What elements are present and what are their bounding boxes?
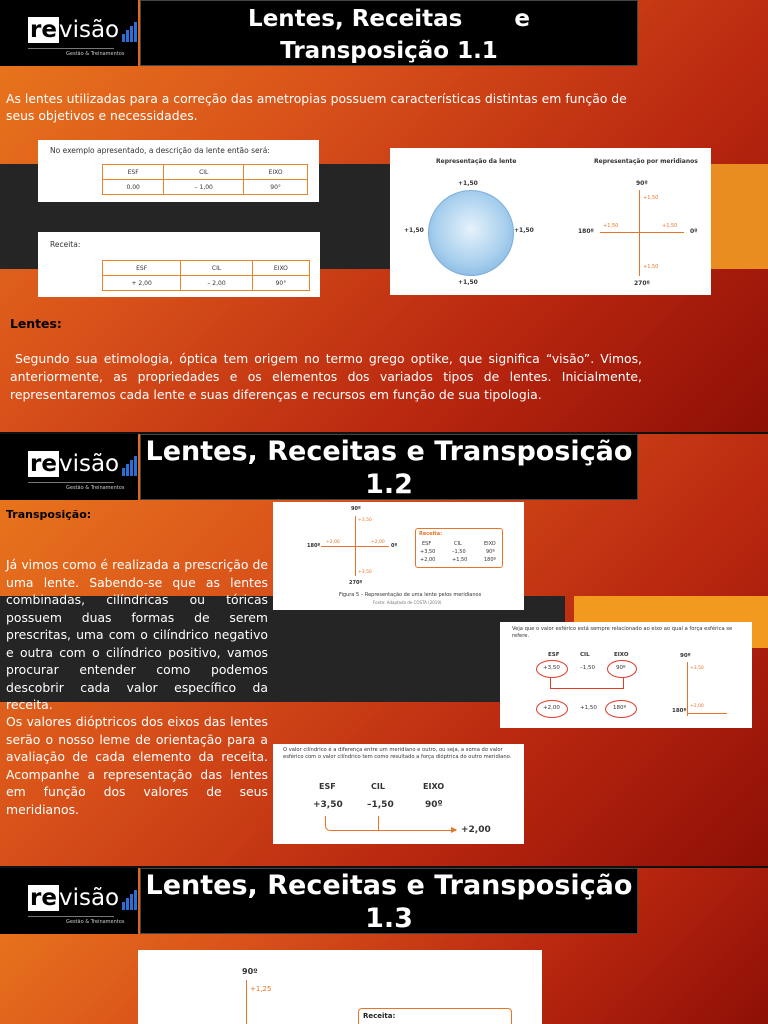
slide-title: Lentes, Receitas e Transposição 1.2 — [140, 434, 638, 500]
meridian-horizontal-line — [600, 232, 684, 233]
fig5-receita-box: Receita: ESF CIL EIXO +3,50 –1,50 90º +2,00 +1,50 180º — [415, 528, 503, 568]
bars-icon — [121, 452, 137, 476]
transposicao-heading: Transposição: — [6, 508, 92, 521]
logo-box — [0, 868, 138, 934]
transposicao-para1: Já vimos como é realizada a prescrição de uma lente. Sabendo-se que as lentes combinadas, cilíndricas ou tóricas possuem duas formas de serem prescritas, uma com o cilíndrico negativo e outra com o cilíndrico positivo, vamos procurar entender como podemos descobrir cada valor específico da receita. — [6, 557, 268, 712]
slide-1-2 — [0, 434, 768, 866]
meridian-vertical-line — [639, 190, 640, 276]
logo-box — [0, 0, 138, 66]
lens-representation-image: Representação da lente Representação por meridianos +1,50 +1,50 +1,50 +1,50 90º 180º 0º 270º +1,50 +1,50 +1,50 +1,50 — [390, 148, 711, 295]
bars-icon — [121, 886, 137, 910]
cilindrico-figure: O valor cilíndrico é a diferença entre um meridiano e outro, ou seja, a soma do valor esférico com o valor cilíndrico tem como resultado a força dióptrica do outro meridiano. ESF CIL EIXO +3,50 –1,50 90º ▶ +2,00 — [273, 744, 524, 844]
transposicao-para2: Os valores dióptricos dos eixos das lentes serão o nosso leme de orientação para a avaliação de cada elemento da receita. Acompanhe a representação das lentes em função dos valores de seus meridianos. — [6, 714, 268, 817]
revisao-logo: revisão Gestão & Treinamentos — [28, 18, 137, 42]
revisao-logo: revisão Gestão & Treinamentos — [28, 886, 137, 910]
example-table: ESF CIL EIXO 0,00 – 1,00 90° — [102, 164, 308, 195]
lentes-text: Segundo sua etimologia, óptica tem origem no termo grego optike, que significa “visão”. Vimos, anteriormente, as propriedades e os elementos dos variados tipos de lentes. Inicialmente, representaremos cada lente e suas diferenças e recursos em função de sua tipologia. — [10, 351, 642, 402]
receita-table-image: Receita: ESF CIL EIXO + 2,00 – 2,00 90° — [38, 232, 320, 297]
slide3-figure: 90º +1,25 Receita: — [138, 950, 542, 1024]
slide-title: Lentes, Receitas e Transposição 1.1 — [140, 0, 638, 66]
example-table-image: No exemplo apresentado, a descrição da lente então será: ESF CIL EIXO 0,00 – 1,00 90° — [38, 140, 319, 202]
lentes-heading: Lentes: — [10, 316, 62, 331]
accent-square — [711, 164, 768, 269]
slide-1-3 — [0, 868, 768, 1024]
logo-box — [0, 434, 138, 500]
slide-1-1 — [0, 0, 768, 432]
intro-text: As lentes utilizadas para a correção das ametropias possuem características distintas em função de seus objetivos e necessidades. — [6, 91, 627, 123]
revisao-logo: revisão Gestão & Treinamentos — [28, 452, 137, 476]
lens-circle — [428, 190, 514, 276]
bars-icon — [121, 18, 137, 42]
slide3-receita-box: Receita: — [358, 1008, 512, 1024]
slide-title: Lentes, Receitas e Transposição 1.3 — [140, 868, 638, 934]
esferico-figure: Veja que o valor esférico está sempre relacionado ao eixo ao qual a força esférica se refere. ESF CIL EIXO +3,50 –1,50 90º +2,00 +1,50 180º 90º +3,50 180º +2,00 — [500, 622, 752, 728]
figure-5-image: 90º 180º 0º 270º +3,50 +3,50 +2,00 +2,00 Receita: ESF CIL EIXO +3,50 –1,50 90º +2,00 +1,50 180º Figura 5 – Representação de uma lente pelos meridianos Fonte: Adaptada de COSTA (2019) — [273, 502, 524, 610]
receita-table: ESF CIL EIXO + 2,00 – 2,00 90° — [102, 260, 310, 291]
